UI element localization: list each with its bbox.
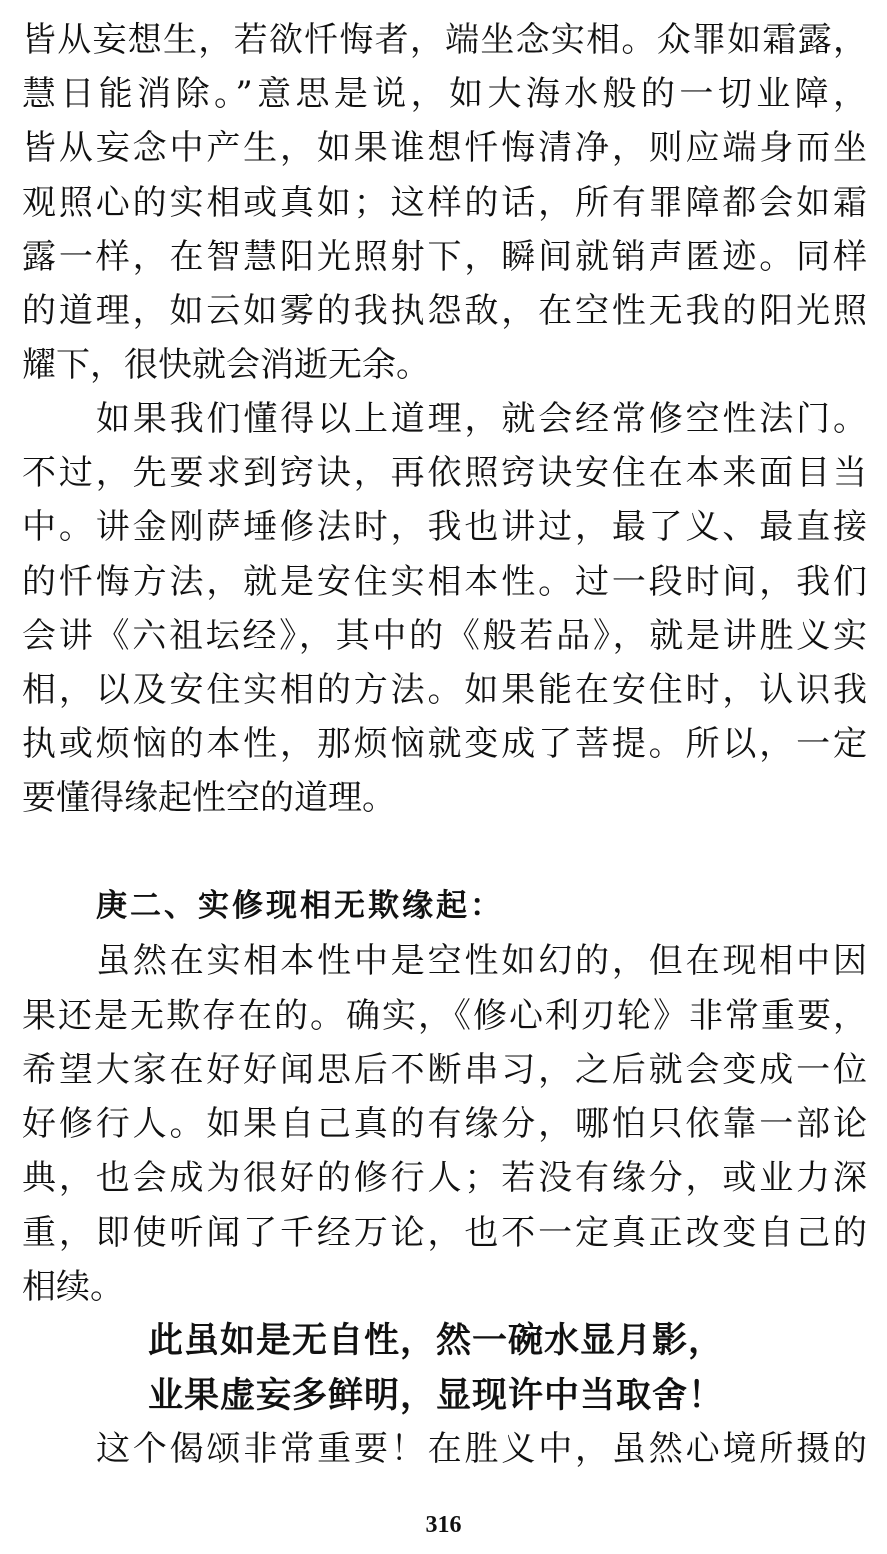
text-line: 观照心的实相或真如；这样的话，所有罪障都会如霜 bbox=[22, 183, 867, 223]
text-line: 典，也会成为很好的修行人；若没有缘分，或业力深 bbox=[22, 1158, 867, 1198]
text-line: 希望大家在好好闻思后不断串习，之后就会变成一位 bbox=[22, 1050, 867, 1090]
text-line: 会讲《六祖坛经》，其中的《般若品》，就是讲胜义实 bbox=[22, 616, 867, 656]
text-line: 执或烦恼的本性，那烦恼就变成了菩提。所以，一定 bbox=[22, 724, 867, 764]
text-line: 的道理，如云如雾的我执怨敌，在空性无我的阳光照 bbox=[22, 291, 867, 331]
text-line: 的忏悔方法，就是安住实相本性。过一段时间，我们 bbox=[22, 562, 867, 602]
verse-line: 业果虚妄多鲜明，显现许中当取舍！ bbox=[148, 1376, 725, 1416]
text-line: 要懂得缘起性空的道理。 bbox=[22, 778, 396, 818]
section-heading: 庚二、实修现相无欺缘起： bbox=[96, 888, 504, 924]
text-line: 虽然在实相本性中是空性如幻的，但在现相中因 bbox=[96, 941, 867, 981]
page-number: 316 bbox=[425, 1512, 462, 1538]
text-line: 果还是无欺存在的。确实，《修心利刃轮》非常重要， bbox=[22, 996, 867, 1036]
verse-line: 此虽如是无自性，然一碗水显月影， bbox=[148, 1321, 725, 1361]
text-line: 不过，先要求到窍诀，再依照窍诀安住在本来面目当 bbox=[22, 453, 867, 493]
text-line: 如果我们懂得以上道理，就会经常修空性法门。 bbox=[96, 399, 867, 439]
text-line: 相，以及安住实相的方法。如果能在安住时，认识我 bbox=[22, 670, 867, 710]
text-line: 皆从妄念中产生，如果谁想忏悔清净，则应端身而坐 bbox=[22, 128, 867, 168]
text-line: 慧日能消除。”意思是说，如大海水般的一切业障， bbox=[22, 74, 867, 114]
text-line: 好修行人。如果自己真的有缘分，哪怕只依靠一部论 bbox=[22, 1104, 867, 1144]
text-line: 中。讲金刚萨埵修法时，我也讲过，最了义、最直接 bbox=[22, 507, 867, 547]
text-line: 这个偈颂非常重要！在胜义中，虽然心境所摄的 bbox=[96, 1429, 867, 1469]
text-line: 重，即使听闻了千经万论，也不一定真正改变自己的 bbox=[22, 1213, 867, 1253]
text-line: 皆从妄想生，若欲忏悔者，端坐念实相。众罪如霜露， bbox=[22, 20, 867, 60]
text-line: 相续。 bbox=[22, 1267, 124, 1307]
text-line: 露一样，在智慧阳光照射下，瞬间就销声匿迹。同样 bbox=[22, 237, 867, 277]
text-line: 耀下，很快就会消逝无余。 bbox=[22, 345, 430, 385]
